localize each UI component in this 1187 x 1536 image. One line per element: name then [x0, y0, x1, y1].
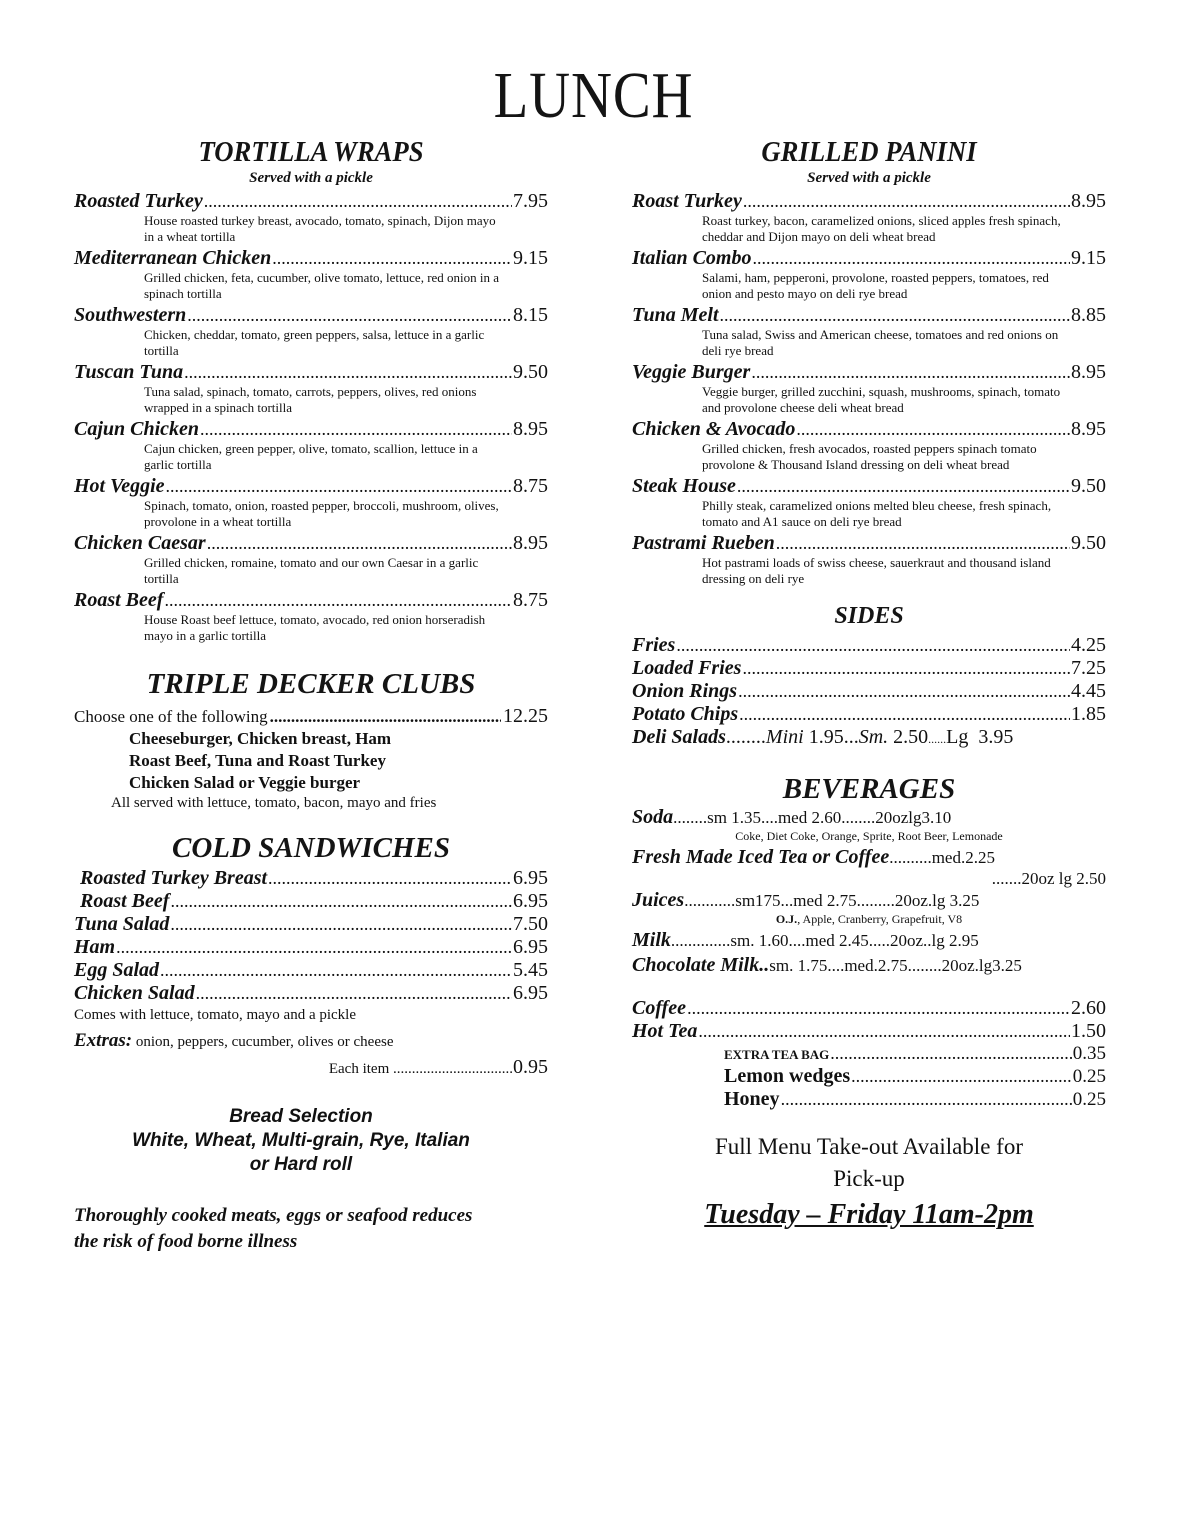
juice-rest: , Apple, Cranberry, Grapefruit, V8 — [797, 912, 963, 926]
menu-item — [632, 657, 1106, 680]
item-name: Onion Rings — [632, 680, 738, 702]
item-name: Cajun Chicken — [74, 418, 200, 440]
leader-dots — [751, 362, 1070, 383]
leader-dots — [781, 1089, 1072, 1110]
menu-item — [74, 361, 548, 416]
juices-row — [632, 889, 1106, 912]
size-price: 3.95 — [978, 726, 1014, 748]
item-description: Grilled chicken, feta, cucumber, olive tomato, lettuce, red onion in a spinach tortilla — [144, 270, 500, 301]
item-name: Hot Veggie — [74, 475, 165, 497]
club-option: Roast Beef, Tuna and Roast Turkey — [129, 751, 386, 770]
menu-item — [74, 936, 548, 959]
item-name: Hot Tea — [632, 1020, 698, 1042]
section-title: SIDES — [834, 603, 904, 629]
item-name: Pastrami Rueben — [632, 532, 775, 554]
cold-sandwich-note: Comes with lettuce, tomato, mayo and a pickle — [74, 1007, 357, 1023]
item-name: Deli Salads — [632, 726, 726, 748]
club-note: All served with lettuce, tomato, bacon, mayo and fries — [111, 795, 437, 811]
extras-text: onion, peppers, cucumber, olives or cheese — [135, 1034, 394, 1050]
item-price: 2.60 — [1071, 997, 1106, 1019]
menu-item — [632, 475, 1106, 530]
hot-tea-row — [632, 1020, 1106, 1043]
item-price: 8.75 — [513, 589, 548, 611]
menu-item — [632, 703, 1106, 726]
item-name: Potato Chips — [632, 703, 739, 725]
item-price: 9.50 — [1071, 475, 1106, 497]
item-price: 8.95 — [1071, 361, 1106, 383]
deli-salads-row: Deli Salads ........ Mini 1.95 ... Sm. 2.50 ...... Lg 3.95 — [632, 726, 1014, 748]
item-price: 8.95 — [1071, 418, 1106, 440]
item-name: Southwestern — [74, 304, 187, 326]
section-title: GRILLED PANINI — [761, 136, 977, 168]
menu-item — [74, 304, 548, 359]
item-name: Fries — [632, 634, 676, 656]
item-price: 7.50 — [513, 913, 548, 935]
each-item-label: Each item — [328, 1061, 390, 1077]
menu-item — [632, 247, 1106, 302]
item-price: 1.50 — [1071, 1020, 1106, 1042]
menu-item — [632, 532, 1106, 587]
item-price: 5.45 — [513, 959, 548, 981]
sides-section — [632, 603, 1106, 749]
item-price: 0.25 — [1072, 1066, 1106, 1087]
each-item-price: 0.95 — [513, 1056, 548, 1078]
honey-row — [632, 1088, 1106, 1111]
takeout-notice — [632, 1131, 1106, 1195]
leader-dots — [796, 419, 1070, 440]
bread-selection — [74, 1105, 548, 1177]
item-name: Chicken Caesar — [74, 532, 206, 554]
item-description: Tuna salad, spinach, tomato, carrots, peppers, olives, red onions wrapped in a spinach tortilla — [144, 384, 477, 415]
item-price: 1.85 — [1071, 703, 1106, 725]
bread-line: or Hard roll — [249, 1154, 353, 1175]
leader-dots — [160, 960, 512, 981]
item-description: Veggie burger, grilled zucchini, squash, mushrooms, spinach, tomato and provolone cheese deli wheat bread — [702, 384, 1061, 415]
item-name: Roasted Turkey Breast — [80, 867, 268, 889]
item-name: Roasted Turkey — [74, 190, 203, 212]
item-price: 9.50 — [1071, 532, 1106, 554]
item-description: House roasted turkey breast, avocado, tomato, spinach, Dijon mayo in a wheat tortilla — [144, 213, 496, 244]
item-name: Coffee — [632, 997, 687, 1019]
size-prices: ..............sm. 1.60....med 2.45.....20oz..lg 2.95 — [670, 931, 979, 950]
item-price: 4.25 — [1071, 634, 1106, 656]
item-name: Tuna Melt — [632, 304, 719, 326]
menu-item — [74, 532, 548, 587]
item-name: Tuna Salad — [74, 913, 170, 935]
soda-row — [632, 806, 1106, 829]
item-name: Roast Turkey — [632, 190, 742, 212]
item-description: Grilled chicken, fresh avocados, roasted peppers spinach tomato provolone & Thousand Island dressing on deli wheat bread — [702, 441, 1037, 472]
leader-dots — [737, 476, 1070, 497]
item-name: Mediterranean Chicken — [74, 247, 272, 269]
each-item-row — [74, 1056, 548, 1079]
club-option: Chicken Salad or Veggie burger — [129, 773, 361, 792]
menu-item — [74, 475, 548, 530]
club-price: 12.25 — [503, 705, 548, 727]
menu-item — [632, 304, 1106, 359]
item-name: Loaded Fries — [632, 657, 742, 679]
leader-dots — [164, 590, 512, 611]
menu-item — [74, 589, 548, 644]
item-name: Soda — [632, 806, 674, 828]
item-price: 8.75 — [513, 475, 548, 497]
leader-dots — [738, 681, 1070, 702]
item-name: Roast Beef — [74, 589, 164, 611]
right-column — [632, 136, 1106, 1231]
takeout-line: Pick-up — [833, 1166, 905, 1191]
leader-dots — [743, 191, 1070, 212]
left-column — [74, 136, 548, 1255]
lemon-wedges-row — [632, 1065, 1106, 1088]
section-title: TORTILLA WRAPS — [198, 136, 424, 168]
item-description: Chicken, cheddar, tomato, green peppers, salsa, lettuce in a garlic tortilla — [144, 327, 485, 358]
menu-item — [632, 680, 1106, 703]
leader-dots — [687, 998, 1070, 1019]
menu-item — [632, 634, 1106, 657]
menu-item — [74, 247, 548, 302]
milk-row — [632, 929, 1106, 952]
leader-dots — [830, 1043, 1072, 1064]
extras-label: Extras: — [74, 1030, 133, 1051]
size-price: 1.95 — [808, 726, 844, 748]
menu-item — [74, 959, 548, 982]
item-name: Chicken Salad — [74, 982, 195, 1004]
menu-item — [74, 890, 548, 913]
leader-dots — [720, 305, 1071, 326]
size-prices: ........sm 1.35....med 2.60........20ozlg3.10 — [673, 808, 952, 827]
leader-dots — [739, 704, 1070, 725]
item-price: 9.50 — [513, 361, 548, 383]
item-description: Grilled chicken, romaine, tomato and our own Caesar in a garlic tortilla — [144, 555, 479, 586]
leader-dots — [184, 362, 512, 383]
item-name: Chicken & Avocado — [632, 418, 796, 440]
item-description: House Roast beef lettuce, tomato, avocado, red onion horseradish mayo in a garlic tortilla — [144, 612, 486, 643]
item-price: 6.95 — [513, 867, 548, 889]
leader-dots — [272, 248, 512, 269]
item-name: Fresh Made Iced Tea or Coffee — [632, 846, 890, 868]
leader-dots — [116, 937, 512, 958]
item-price: 7.95 — [513, 190, 548, 212]
coffee-row — [632, 997, 1106, 1020]
item-price: 9.15 — [1071, 247, 1106, 269]
iced-tea-large: .......20oz lg 2.50 — [991, 869, 1106, 888]
juice-flavors — [632, 912, 1106, 927]
section-title: COLD SANDWICHES — [172, 832, 450, 864]
leader-dots — [170, 914, 512, 935]
size-prices: ............sm175...med 2.75.........20oz.lg 3.25 — [684, 891, 980, 910]
size-prices: sm. 1.75....med.2.75........20oz.lg3.25 — [769, 956, 1022, 975]
item-name: Tuscan Tuna — [74, 361, 184, 383]
menu-title: LUNCH — [493, 59, 694, 132]
item-price: 6.95 — [513, 982, 548, 1004]
warning-line: Thoroughly cooked meats, eggs or seafood reduces — [74, 1205, 473, 1226]
cold-sandwiches-section — [74, 832, 548, 1079]
section-title: BEVERAGES — [782, 773, 956, 805]
item-description: Tuna salad, Swiss and American cheese, tomatoes and red onions on deli rye bread — [702, 327, 1059, 358]
size-label: Lg — [946, 726, 969, 748]
juice-oj: O.J. — [775, 912, 798, 926]
leader-dots — [187, 305, 512, 326]
leader-dots — [270, 707, 501, 727]
section-subtitle: Served with a pickle — [807, 170, 931, 186]
item-price: 8.95 — [513, 532, 548, 554]
item-price: 8.85 — [1071, 304, 1106, 326]
item-description: Cajun chicken, green pepper, olive, tomato, scallion, lettuce in a garlic tortilla — [144, 441, 478, 472]
item-description: Roast turkey, bacon, caramelized onions, sliced apples fresh spinach, cheddar and Dijon mayo on deli wheat bread — [702, 213, 1061, 244]
item-name: Roast Beef — [80, 890, 170, 912]
menu-item — [74, 867, 548, 890]
item-price: 0.25 — [1072, 1089, 1106, 1110]
menu-item — [74, 418, 548, 473]
item-name: Milk — [632, 929, 671, 951]
item-description: Salami, ham, pepperoni, provolone, roasted peppers, tomatoes, red onion and pesto mayo on deli rye bread — [702, 270, 1049, 301]
size-prices: ..........med.2.25 — [889, 848, 995, 867]
leader-dots — [851, 1066, 1072, 1087]
extra-tea-bag-row — [632, 1043, 1106, 1065]
item-price: 8.95 — [513, 418, 548, 440]
item-name: Lemon wedges — [724, 1065, 851, 1087]
tortilla-wraps-section — [74, 136, 548, 644]
leader-dots — [207, 533, 512, 554]
bread-title: Bread Selection — [229, 1106, 373, 1127]
item-price: 9.15 — [513, 247, 548, 269]
menu-item — [632, 190, 1106, 245]
warning-line: the risk of food borne illness — [74, 1231, 298, 1252]
chocolate-milk-row — [632, 954, 1106, 977]
size-label: Mini — [765, 726, 804, 748]
leader-dots — [752, 248, 1070, 269]
section-subtitle: Served with a pickle — [249, 170, 373, 186]
item-description: Spinach, tomato, onion, roasted pepper, broccoli, mushroom, olives, provolone in a wheat tortilla — [144, 498, 499, 529]
leader-dots — [196, 983, 512, 1004]
beverages-section — [632, 773, 1106, 1111]
item-name: Steak House — [632, 475, 736, 497]
leader-dots — [776, 533, 1070, 554]
menu-item — [74, 982, 548, 1005]
triple-decker-clubs-section — [74, 668, 548, 812]
menu-item — [74, 190, 548, 245]
item-name: Honey — [724, 1088, 780, 1110]
leader-dots — [268, 868, 512, 889]
item-name: Egg Salad — [74, 959, 160, 981]
item-price: 7.25 — [1071, 657, 1106, 679]
size-price: 2.50 — [893, 726, 929, 748]
item-price: 4.45 — [1071, 680, 1106, 702]
leader-dots — [393, 1061, 513, 1078]
leader-dots — [200, 419, 512, 440]
leader-dots — [698, 1021, 1070, 1042]
item-price: 8.15 — [513, 304, 548, 326]
club-option: Cheeseburger, Chicken breast, Ham — [129, 729, 392, 748]
item-price: 8.95 — [1071, 190, 1106, 212]
menu-item — [632, 361, 1106, 416]
item-price: 0.35 — [1072, 1043, 1106, 1064]
leader-dots — [204, 191, 512, 212]
item-price: 6.95 — [513, 936, 548, 958]
item-name: Italian Combo — [632, 247, 752, 269]
section-title: TRIPLE DECKER CLUBS — [146, 668, 476, 700]
bread-line: White, Wheat, Multi-grain, Rye, Italian — [132, 1130, 470, 1151]
item-name: EXTRA TEA BAG — [724, 1047, 830, 1062]
item-price: 6.95 — [513, 890, 548, 912]
club-options — [74, 728, 548, 794]
size-label: Sm. — [858, 726, 889, 748]
leader-dots — [742, 658, 1070, 679]
choose-label: Choose one of the following — [74, 707, 268, 726]
item-description: Philly steak, caramelized onions melted bleu cheese, fresh spinach, tomato and A1 sauce on deli rye bread — [702, 498, 1052, 529]
grilled-panini-section — [632, 136, 1106, 587]
menu-item — [74, 913, 548, 936]
soda-flavors: Coke, Diet Coke, Orange, Sprite, Root Beer, Lemonade — [735, 829, 1003, 843]
leader-dots — [170, 891, 512, 912]
takeout-hours: Tuesday – Friday 11am-2pm — [704, 1199, 1034, 1230]
leader-dots — [676, 635, 1070, 656]
food-safety-warning — [74, 1203, 548, 1255]
menu-item — [632, 418, 1106, 473]
item-name: Ham — [74, 936, 116, 958]
iced-tea-row — [632, 846, 1106, 869]
extras-line — [74, 1030, 548, 1052]
item-name: Veggie Burger — [632, 361, 751, 383]
item-description: Hot pastrami loads of swiss cheese, sauerkraut and thousand island dressing on deli rye — [702, 555, 1051, 586]
takeout-line: Full Menu Take-out Available for — [715, 1134, 1023, 1159]
item-name: Chocolate Milk.. — [632, 954, 770, 976]
item-name: Juices — [632, 889, 685, 911]
leader-dots — [166, 476, 512, 497]
